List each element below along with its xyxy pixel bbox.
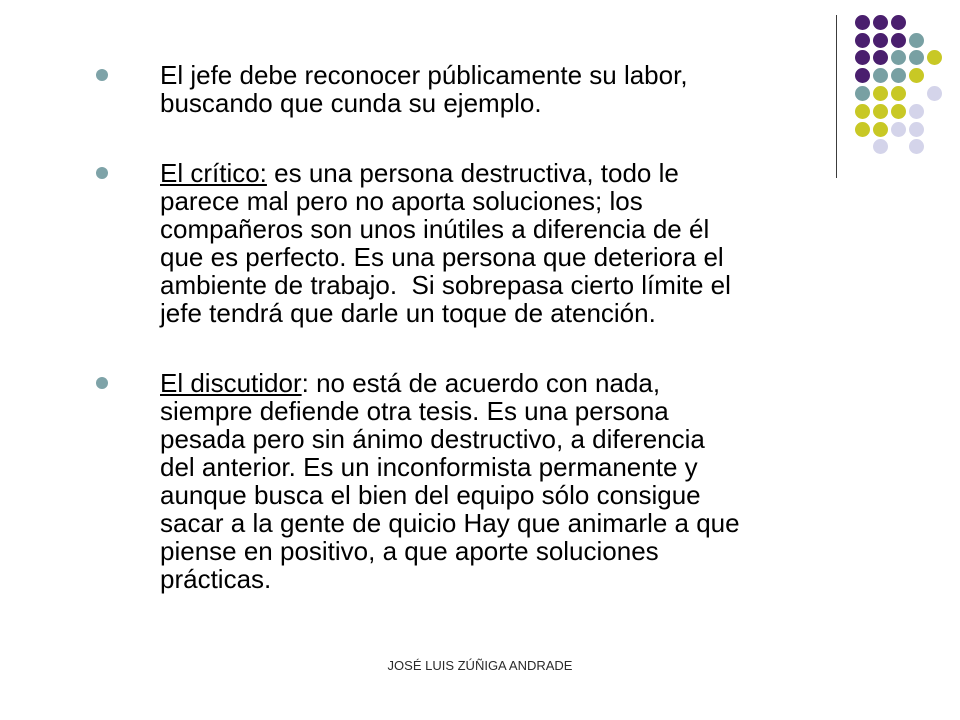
decor-dot xyxy=(855,15,870,30)
decor-dot xyxy=(873,104,888,119)
decor-dot xyxy=(873,68,888,83)
decor-dot xyxy=(891,68,906,83)
text-line: buscando que cunda su ejemplo. xyxy=(160,88,542,118)
decor-dot xyxy=(927,50,942,65)
text-line: prácticas. xyxy=(160,564,272,594)
decor-dot xyxy=(855,104,870,119)
underlined-term: El discutidor xyxy=(160,368,302,398)
bullet-item xyxy=(0,369,830,593)
text-line-rest: : no está de acuerdo con nada, xyxy=(301,368,661,398)
text-line: aunque busca el bien del equipo sólo consigue xyxy=(160,480,701,510)
bullet-dot-icon xyxy=(96,167,108,179)
bullet-dot-icon xyxy=(96,377,108,389)
text-line: parece mal pero no aporta soluciones; los xyxy=(160,186,643,216)
bullet-text xyxy=(0,159,830,327)
text-line: del anterior. Es un inconformista permanente y xyxy=(160,452,698,482)
decorative-vertical-line xyxy=(836,15,837,178)
text-line xyxy=(160,369,830,397)
decor-dot xyxy=(909,104,924,119)
decor-dot xyxy=(891,122,906,137)
decor-dot xyxy=(891,33,906,48)
decor-dot xyxy=(891,104,906,119)
footer-author: JOSÉ LUIS ZÚÑIGA ANDRADE xyxy=(387,658,573,673)
text-line: sacar a la gente de quicio Hay que animarle a que xyxy=(160,508,740,538)
decor-dot xyxy=(909,122,924,137)
decor-dot xyxy=(891,86,906,101)
text-line: pesada pero sin ánimo destructivo, a diferencia xyxy=(160,424,705,454)
underlined-term: El crítico: xyxy=(160,158,267,188)
decor-dot xyxy=(855,50,870,65)
text-line: El jefe debe reconocer públicamente su labor, xyxy=(160,60,688,90)
decor-dot xyxy=(855,33,870,48)
text-line: que es perfecto. Es una persona que deteriora el xyxy=(160,242,724,272)
text-line: compañeros son unos inútiles a diferencia de él xyxy=(160,214,710,244)
slide-body xyxy=(0,61,830,635)
decor-dot xyxy=(909,50,924,65)
decor-dot xyxy=(909,68,924,83)
text-line: piense en positivo, a que aporte soluciones xyxy=(160,536,659,566)
text-line-rest: es una persona destructiva, todo le xyxy=(266,158,679,188)
bullet-item xyxy=(0,159,830,327)
decor-dot xyxy=(873,33,888,48)
decor-dot xyxy=(873,139,888,154)
text-line: siempre defiende otra tesis. Es una persona xyxy=(160,396,669,426)
decor-dot xyxy=(873,50,888,65)
text-line: jefe tendrá que darle un toque de atención. xyxy=(160,298,656,328)
decor-dot xyxy=(909,33,924,48)
decor-dot xyxy=(891,15,906,30)
decor-dot xyxy=(873,86,888,101)
bullet-text xyxy=(0,369,830,593)
text-line xyxy=(160,159,830,187)
decor-dot xyxy=(855,122,870,137)
decor-dot xyxy=(909,139,924,154)
bullet-dot-icon xyxy=(96,69,108,81)
decor-dot xyxy=(891,50,906,65)
bullet-item xyxy=(0,61,830,117)
decor-dot xyxy=(855,86,870,101)
decor-dot xyxy=(873,122,888,137)
bullet-text xyxy=(0,61,830,117)
decor-dot xyxy=(873,15,888,30)
decor-dot xyxy=(927,86,942,101)
decor-dot xyxy=(855,68,870,83)
text-line: ambiente de trabajo. Si sobrepasa cierto límite el xyxy=(160,270,731,300)
